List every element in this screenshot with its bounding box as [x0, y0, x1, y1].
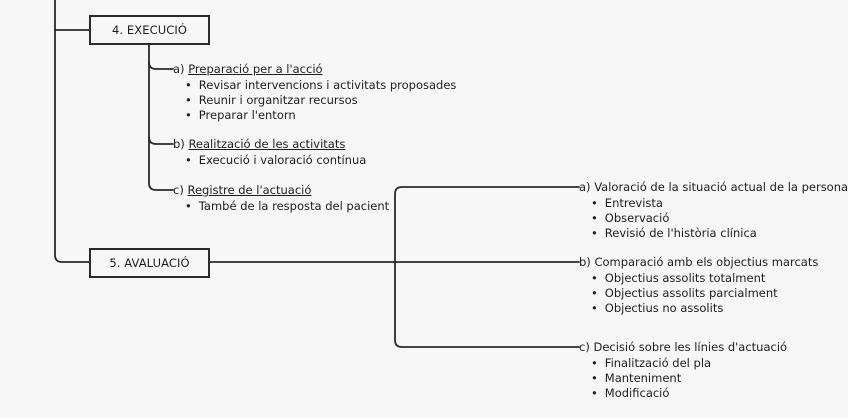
execucio-branch-line — [149, 45, 173, 190]
execucio-b-heading — [173, 137, 345, 151]
list-item: • Execució i valoració contínua — [185, 153, 366, 168]
avaluacio-a-heading: a) Valoració de la situació actual de la persona — [579, 180, 848, 194]
execucio-a-prefix: a) — [173, 62, 185, 76]
list-item: • Revisar intervencions i activitats proposades — [185, 78, 456, 93]
avaluacio-box-label: 5. AVALUACIÓ — [109, 256, 190, 270]
execucio-c-prefix: c) — [173, 183, 184, 197]
execucio-a-title: Preparació per a l'acció — [188, 62, 323, 76]
main-spine-line — [55, 0, 89, 262]
list-item: • Reunir i organitzar recursos — [185, 93, 456, 108]
execucio-b-title: Realització de les activitats — [188, 137, 346, 151]
list-item: • Observació — [591, 211, 757, 226]
execucio-branch-a-line — [149, 62, 173, 69]
list-item: • També de la resposta del pacient — [185, 199, 389, 214]
list-item: • Revisió de l'història clínica — [591, 226, 757, 241]
avaluacio-b-list — [591, 271, 778, 316]
list-item: • Preparar l'entorn — [185, 108, 456, 123]
execucio-c-heading — [173, 183, 311, 197]
execucio-b-prefix: b) — [173, 137, 185, 151]
avaluacio-c-heading: c) Decisió sobre les línies d'actuació — [579, 340, 788, 354]
list-item: • Entrevista — [591, 196, 757, 211]
list-item: • Modificació — [591, 386, 711, 401]
avaluacio-c-list — [591, 356, 711, 401]
list-item: • Manteniment — [591, 371, 711, 386]
execucio-b-list — [185, 153, 366, 168]
list-item: • Finalització del pla — [591, 356, 711, 371]
avaluacio-branch-c-line — [395, 262, 579, 347]
execucio-branch-b-line — [149, 137, 173, 144]
avaluacio-b-heading: b) Comparació amb els objectius marcats — [579, 255, 819, 269]
execucio-box — [89, 15, 210, 45]
list-item: • Objectius assolits parcialment — [591, 286, 778, 301]
avaluacio-a-list — [591, 196, 757, 241]
execucio-c-title: Registre de l'actuació — [187, 183, 312, 197]
avaluacio-branch-line — [395, 187, 579, 262]
list-item: • Objectius no assolits — [591, 301, 778, 316]
execucio-a-heading — [173, 62, 323, 76]
execucio-a-list — [185, 78, 456, 123]
list-item: • Objectius assolits totalment — [591, 271, 778, 286]
execucio-box-label: 4. EXECUCIÓ — [111, 23, 188, 37]
avaluacio-box — [89, 248, 210, 278]
execucio-c-list — [185, 199, 389, 214]
